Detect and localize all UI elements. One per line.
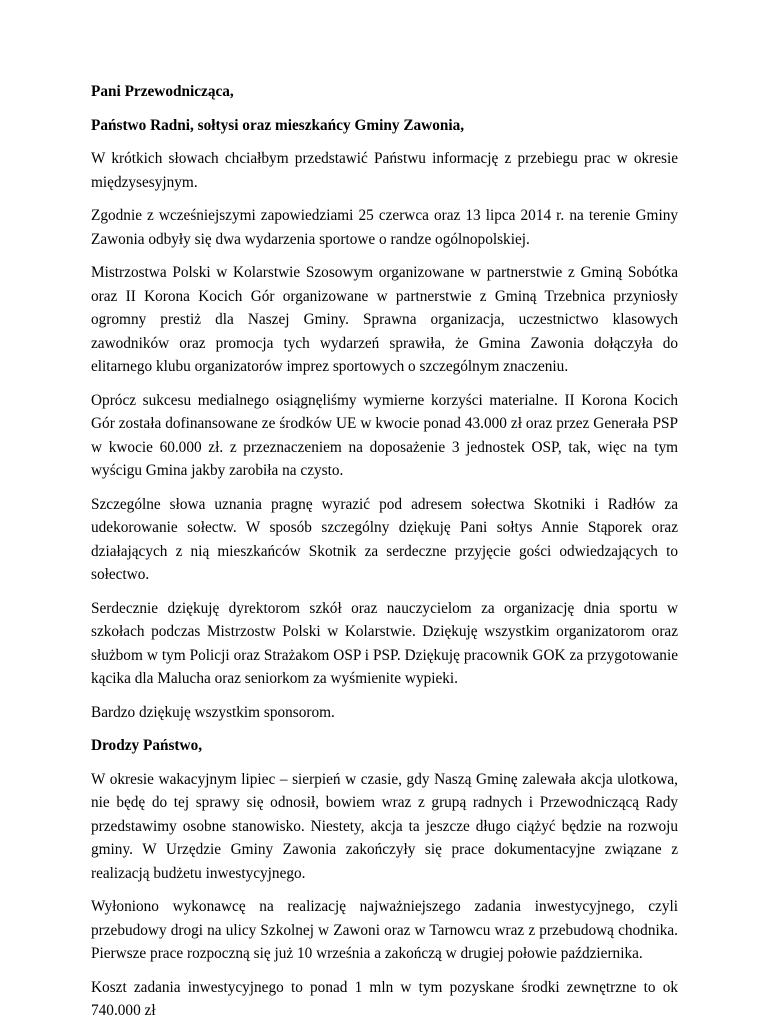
- paragraph-cost: Koszt zadania inwestycyjnego to ponad 1 mln w tym pozyskane środki zewnętrzne to ok 740.000 zł: [91, 978, 678, 1019]
- paragraph-summer: W okresie wakacyjnym lipiec – sierpień w czasie, gdy Naszą Gminę zalewała akcja ulotkowa, nie będę do tej sprawy się odnosił, bowiem wraz z grupą radnych i Przewodniczącą Rady przedstawimy osobne stanowisko. Niestety, akcja ta jeszcze długo ciążyć będzie na rozwoju gminy. W Urzędzie Gminy Zawonia zakończyły się prace dokumentacyjne związane z realizacją budżetu inwestycyjnego.: [91, 770, 678, 882]
- paragraph-intro: W krótkich słowach chciałbym przedstawić Państwu informację z przebiegu prac w okresie międzysesyjnym.: [91, 150, 678, 191]
- paragraph-thanks-sponsors: Bardzo dziękuję wszystkim sponsorom.: [91, 703, 335, 721]
- paragraph-sport-events: Zgodnie z wcześniejszymi zapowiedziami 25 czerwca oraz 13 lipca 2014 r. na terenie Gminy Zawonia odbyły się dwa wydarzenia sportowe o randze ogólnopolskiej.: [91, 207, 678, 248]
- salutation-council: Państwo Radni, sołtysi oraz mieszkańcy Gminy Zawonia,: [91, 116, 465, 134]
- salutation-chairwoman: Pani Przewodnicząca,: [91, 83, 234, 100]
- paragraph-thanks-schools: Serdecznie dziękuję dyrektorom szkół oraz nauczycielom za organizację dnia sportu w szkołach podczas Mistrzostw Polski w Kolarstwie. Dziękuję wszystkim organizatorom oraz służbom w tym Policji oraz Strażakom OSP i PSP. Dziękuję pracownik GOK za przygotowanie kącika dla Malucha oraz seniorkom za wyśmienite wypieki.: [91, 599, 678, 687]
- paragraph-contractor: Wyłoniono wykonawcę na realizację najważniejszego zadania inwestycyjnego, czyli przebudowy drogi na ulicy Szkolnej w Zawoni oraz w Tarnowcu wraz z przebudową chodnika. Pierwsze prace rozpoczną się już 10 września a zakończą w drugiej połowie października.: [91, 898, 678, 962]
- paragraph-benefits: Oprócz sukcesu medialnego osiągnęliśmy wymierne korzyści materialne. II Korona Kocich Gór została dofinansowane ze środków UE w kwocie ponad 43.000 zł oraz przez Generała PSP w kwocie 60.000 zł. z przeznaczeniem na doposażenie 3 jednostek OSP, tak, więc na tym wyścigu Gmina jakby zarobiła na czysto.: [91, 391, 678, 479]
- paragraph-thanks-villages: Szczególne słowa uznania pragnę wyrazić pod adresem sołectwa Skotniki i Radłów za udekorowanie sołectw. W sposób szczególny dziękuję Pani sołtys Annie Stąporek oraz działających z nią mieszkańców Skotnik za serdeczne przyjęcie gości odwiedzających to sołectwo.: [91, 495, 678, 583]
- paragraph-championships: Mistrzostwa Polski w Kolarstwie Szosowym organizowane w partnerstwie z Gminą Sobótka oraz II Korona Kocich Gór organizowane w partnerstwie z Gminą Trzebnica przyniosły ogromny prestiż dla Naszej Gminy. Sprawna organizacja, uczestnictwo klasowych zawodników oraz promocja tych wydarzeń sprawiła, że Gmina Zawonia dołączyła do elitarnego klubu organizatorów imprez sportowych o szczególnym znaczeniu.: [91, 264, 678, 375]
- salutation-dear-all: Drodzy Państwo,: [91, 737, 203, 754]
